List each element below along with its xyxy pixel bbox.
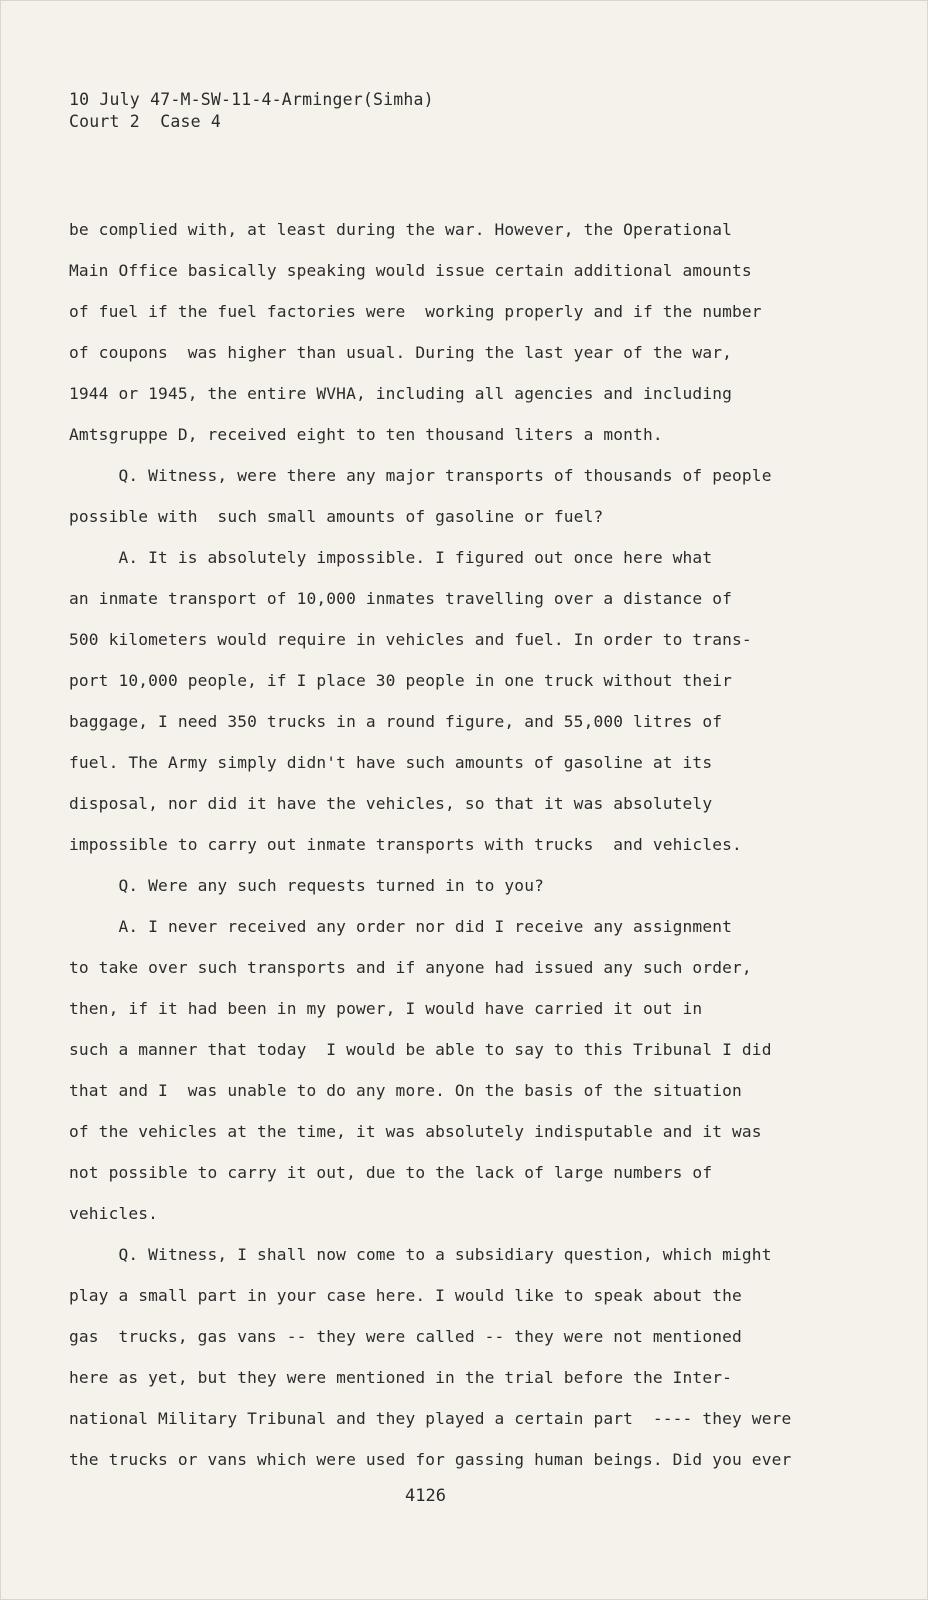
transcript-line: impossible to carry out inmate transports with trucks and vehicles. (69, 835, 742, 854)
transcript-line: Amtsgruppe D, received eight to ten thousand liters a month. (69, 425, 663, 444)
transcript-line: then, if it had been in my power, I would have carried it out in (69, 999, 703, 1018)
transcript-line: Q. Witness, I shall now come to a subsidiary question, which might (69, 1245, 772, 1264)
transcript-line: baggage, I need 350 trucks in a round figure, and 55,000 litres of (69, 712, 723, 731)
transcript-line: be complied with, at least during the war. However, the Operational (69, 220, 733, 239)
transcript-line: 500 kilometers would require in vehicles and fuel. In order to trans- (69, 630, 752, 649)
header-reference-line: 10 July 47-M-SW-11-4-Arminger(Simha) (69, 90, 434, 109)
transcript-line: Main Office basically speaking would issue certain additional amounts (69, 261, 752, 280)
transcript-line: that and I was unable to do any more. On the basis of the situation (69, 1081, 742, 1100)
transcript-line: national Military Tribunal and they played a certain part ---- they were (69, 1409, 792, 1428)
transcript-line: disposal, nor did it have the vehicles, so that it was absolutely (69, 794, 713, 813)
document-header (69, 89, 434, 133)
transcript-line: Q. Witness, were there any major transports of thousands of people (69, 466, 772, 485)
transcript-line: possible with such small amounts of gasoline or fuel? (69, 507, 604, 526)
transcript-line: A. I never received any order nor did I receive any assignment (69, 917, 733, 936)
transcript-line: Q. Were any such requests turned in to you? (69, 876, 544, 895)
transcript-line: of fuel if the fuel factories were working properly and if the number (69, 302, 762, 321)
transcript-line: an inmate transport of 10,000 inmates travelling over a distance of (69, 589, 733, 608)
transcript-body (69, 209, 829, 1480)
transcript-line: port 10,000 people, if I place 30 people in one truck without their (69, 671, 733, 690)
transcript-line: of coupons was higher than usual. During the last year of the war, (69, 343, 733, 362)
transcript-line: such a manner that today I would be able to say to this Tribunal I did (69, 1040, 772, 1059)
header-court-case-line: Court 2 Case 4 (69, 112, 222, 131)
page-number: 4126 (405, 1486, 446, 1506)
transcript-line: the trucks or vans which were used for gassing human beings. Did you ever (69, 1450, 792, 1469)
transcript-line: here as yet, but they were mentioned in the trial before the Inter- (69, 1368, 733, 1387)
transcript-line: 1944 or 1945, the entire WVHA, including all agencies and including (69, 384, 733, 403)
transcript-line: play a small part in your case here. I would like to speak about the (69, 1286, 742, 1305)
transcript-line: gas trucks, gas vans -- they were called -- they were not mentioned (69, 1327, 742, 1346)
transcript-line: vehicles. (69, 1204, 159, 1223)
transcript-line: not possible to carry it out, due to the lack of large numbers of (69, 1163, 713, 1182)
transcript-line: to take over such transports and if anyone had issued any such order, (69, 958, 752, 977)
transcript-line: of the vehicles at the time, it was absolutely indisputable and it was (69, 1122, 762, 1141)
transcript-line: A. It is absolutely impossible. I figured out once here what (69, 548, 713, 567)
transcript-line: fuel. The Army simply didn't have such amounts of gasoline at its (69, 753, 713, 772)
